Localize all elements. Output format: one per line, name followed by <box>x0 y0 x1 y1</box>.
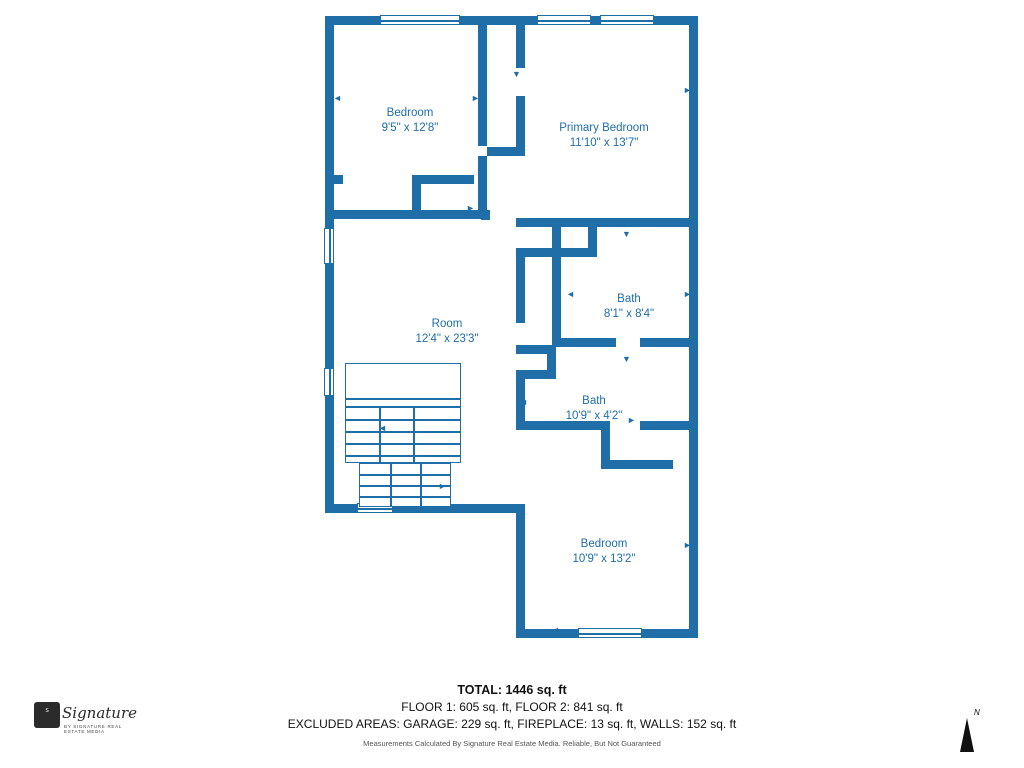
room-label-room <box>415 317 478 347</box>
stair-step <box>345 431 461 433</box>
room-label-bedroom-1 <box>382 106 439 136</box>
door-arrow-bath1-right: ► <box>683 289 692 299</box>
wall-primary-bottom <box>516 218 698 227</box>
room-label-bath-1 <box>604 292 654 322</box>
stairs-direction-arrow-down: ► <box>438 481 447 491</box>
window-primary-top-b <box>600 15 654 25</box>
room-name: Bath <box>617 293 641 305</box>
wall-left-middle-2 <box>325 394 334 504</box>
wall-left-middle <box>325 262 334 370</box>
room-dimensions: 10'9" x 13'2" <box>572 553 636 565</box>
wall-hall-left <box>516 257 525 323</box>
stair-step <box>420 463 422 507</box>
wall-bedroom1-bottom-left <box>325 175 343 184</box>
wall-room-right-upper <box>481 210 490 220</box>
wall-bath2-bottom-right <box>640 421 698 430</box>
wall-bedroom2-bottom-right <box>640 629 698 638</box>
room-label-bedroom-2 <box>572 537 635 567</box>
window-room-left-lower <box>324 368 334 396</box>
wall-bedroom2-closet-h <box>601 460 673 469</box>
company-logo <box>34 700 144 740</box>
room-dimensions: 10'9" x 4'2" <box>565 410 623 422</box>
wall-primary-left-upper <box>516 16 525 68</box>
stair-step <box>379 407 381 463</box>
stairs-upper <box>345 363 461 407</box>
door-arrow-room-bottom: ▼ <box>492 502 501 512</box>
stair-step <box>359 496 451 498</box>
footer-summary <box>0 682 1024 748</box>
logo-wordmark: Signature <box>62 704 138 722</box>
door-arrow-bedroom1-right: ► <box>471 93 480 103</box>
wall-room-bottom <box>325 504 360 513</box>
room-name: Bedroom <box>580 538 628 550</box>
door-arrow-bedroom1-left: ◄ <box>333 93 342 103</box>
wall-bath1-bottom <box>561 338 616 347</box>
wall-closet-top <box>412 175 474 184</box>
door-arrow-bath2-left: ◄ <box>519 397 528 407</box>
wall-bedroom1-bottom <box>325 210 481 219</box>
compass-north-icon <box>952 708 992 756</box>
wall-bath1-bottom-right <box>640 338 698 347</box>
door-arrow-primary-right: ► <box>683 85 692 95</box>
door-arrow-primary-closet: ▼ <box>622 229 631 239</box>
door-arrow-bedroom2-left: ◄ <box>551 625 560 635</box>
room-name: Bath <box>582 395 606 407</box>
wall-bedroom1-right <box>478 16 487 146</box>
door-arrow-bath2-right: ► <box>627 415 636 425</box>
stairs-direction-arrow-up: ◄ <box>378 423 387 433</box>
door-arrow-closet: ► <box>466 203 475 213</box>
room-dimensions: 11'10" x 13'7" <box>569 137 639 149</box>
room-dimensions: 9'5" x 12'8" <box>381 122 439 134</box>
stair-step <box>413 407 415 463</box>
stair-step <box>359 474 451 476</box>
window-room-left-upper <box>324 228 334 264</box>
compass-needle <box>960 718 974 752</box>
wall-primary-closet-right <box>588 227 597 257</box>
door-arrow-bath1-bottom: ▼ <box>622 354 631 364</box>
wall-hall-bottom <box>487 147 525 156</box>
door-arrow-hall-top: ▼ <box>512 69 521 79</box>
room-label-bath-2 <box>566 394 623 424</box>
room-name: Primary Bedroom <box>559 122 649 134</box>
wall-bedroom2-bottom-left <box>516 629 580 638</box>
room-dimensions: 12'4" x 23'3" <box>415 333 479 345</box>
floor-areas-text: FLOOR 1: 605 sq. ft, FLOOR 2: 841 sq. ft <box>401 700 623 714</box>
stair-step <box>390 463 392 507</box>
wall-left-upper <box>325 16 334 228</box>
excluded-areas-text: EXCLUDED AREAS: GARAGE: 229 sq. ft, FIREPLACE: 13 sq. ft, WALLS: 152 sq. ft <box>287 717 737 731</box>
stair-step <box>345 419 461 421</box>
compass-label: N <box>974 708 980 717</box>
wall-bedroom1-right-lower <box>478 156 487 218</box>
room-name: Room <box>431 318 463 330</box>
logo-subtext: BY SIGNATURE REAL ESTATE MEDIA <box>64 724 122 734</box>
stair-step <box>345 443 461 445</box>
window-bedroom1-top <box>380 15 460 25</box>
wall-bath1-left <box>552 227 561 347</box>
room-label-primary-bedroom <box>559 121 648 151</box>
door-arrow-bath1-left: ◄ <box>566 289 575 299</box>
room-dimensions: 8'1" x 8'4" <box>603 308 655 320</box>
logo-mark-icon: S <box>34 702 60 728</box>
window-primary-top-a <box>537 15 591 25</box>
wall-hall-vert-2 <box>547 345 556 379</box>
total-area-text: TOTAL: 1446 sq. ft <box>457 683 567 697</box>
disclaimer-text: Measurements Calculated By Signature Real Estate Media. Reliable, But Not Guaranteed <box>363 739 661 748</box>
window-bedroom2-bottom <box>578 628 642 638</box>
room-name: Bedroom <box>386 107 434 119</box>
stair-step <box>345 398 461 400</box>
door-arrow-bedroom2-right: ► <box>683 540 692 550</box>
wall-bedroom2-left <box>516 504 525 638</box>
stair-step <box>345 455 461 457</box>
